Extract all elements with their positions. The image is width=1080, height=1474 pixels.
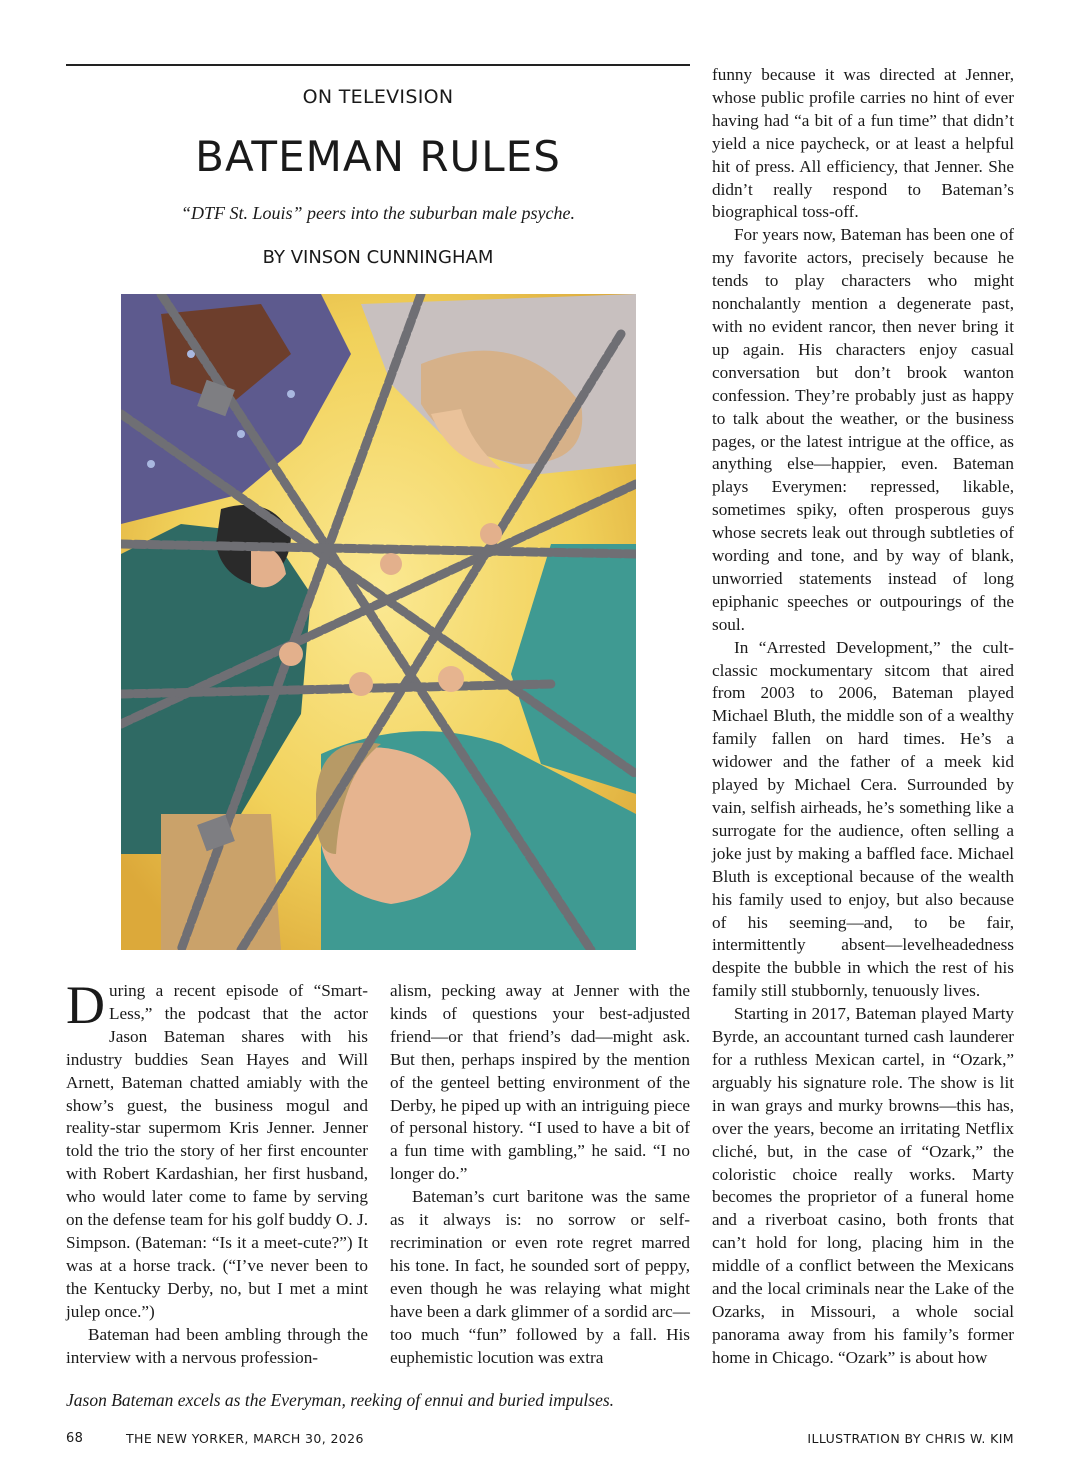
byline: BY VINSON CUNNINGHAM [262, 247, 494, 268]
drop-cap: D [66, 975, 105, 1035]
article-paragraph: Bateman’s curt baritone was the same as it always is: no sorrow or self-recrimination or even rote regret marred his tone. In fact, he sounded sort of peppy, even though he was relaying what might have been a dark glimmer of a sordid arc—too much “fun” followed by a fall. His euphemistic locution was extra [390, 1187, 690, 1367]
illustration-caption: Jason Bateman excels as the Everyman, reeking of ennui and buried impulses. [66, 1390, 615, 1410]
article-column-3 [712, 64, 1014, 1370]
illustration-image [121, 294, 636, 950]
article-paragraph: In “Arrested Development,” the cult-classic mockumentary sitcom that aired from 2003 to 2006, Bateman played Michael Bluth, the middle son of a wealthy family fallen on hard times. He’s a widower and the father of a meek kid played by Michael Cera. Surrounded by vain, selfish airheads, he’s something like a surrogate for the audience, often selling a joke just by making a baffled face. Michael Bluth is exceptional because of the wealth his family used to enjoy, but also because of his seeming—and, to be fair, intermittently absent—levelheadedness despite the bubble in which the rest of his family still stubbornly, tenuously lives. [712, 637, 1014, 1001]
article-paragraph: funny because it was directed at Jenner, whose public profile carries no hint of ever having had “a bit of a fun time” that didn’t yield a nice paycheck, or at least a helpful hit of press. All efficiency, that Jenner. She didn’t really respond to Bateman’s biographical toss-off. [712, 65, 1014, 222]
illustration-credit: ILLUSTRATION BY CHRIS W. KIM [807, 1431, 1014, 1446]
article-paragraph: For years now, Bateman has been one of my favorite actors, precisely because he tends to play characters who might nonchalantly mention a degenerate past, with no evident rancor, then never bring it up again. His characters enjoy casual conversation but don’t brook wanton confession. They’re probably just as happy to talk about the weather, or the business pages, or the latest intrigue at the office, as anything else—happier, even. Bateman plays Everymen: repressed, likable, sometimes spiky, often prosperous guys whose secrets leak out through subtleties of wording and tone, and by way of blank, unworried statements instead of long epiphanic speeches or outpourings of the soul. [712, 225, 1014, 634]
article-paragraph: During a recent episode of “Smart-Less,” the podcast that the actor Jason Bateman shares with his industry buddies Sean Hayes and Will Arnett, Bateman chatted amiably with the show’s guest, the business mogul and reality-star supermom Kris Jenner. Jenner told the trio the story of her first encounter with Robert Kardashian, her first husband, who would later come to fame by serving on the defense team for his golf buddy O. J. Simpson. (Bateman: “Is it a meet-cute?”) It was at a horse track. (“I’ve never been to the Kentucky Derby, no, but I met a mint julep once.”) [66, 975, 368, 1321]
page-title: BATEMAN RULES [195, 132, 561, 181]
article-column-2 [390, 980, 690, 1369]
magazine-dateline: THE NEW YORKER, MARCH 30, 2026 [126, 1431, 364, 1446]
dek: “DTF St. Louis” peers into the suburban male psyche. [181, 203, 575, 223]
article-paragraph: Starting in 2017, Bateman played Marty Byrde, an accountant turned cash launderer for a ruthless Mexican cartel, in “Ozark,” arguably his signature role. The show is lit in wan grays and murky browns—this has, over the years, become an irritating Netflix cliché, but, in the case of “Ozark,” the coloristic choice really works. Marty becomes the proprietor of a funeral home and a riverboat casino, both fronts that can’t hold for long, placing him in the middle of a conflict between the Mexicans and the local criminals near the Lake of the Ozarks, in Missouri, a whole social panorama away from his family’s former home in Chicago. “Ozark” is about how [712, 1004, 1014, 1367]
article-paragraph: Bateman had been ambling through the interview with a nervous profession- [66, 1324, 368, 1367]
article-column-1 [66, 975, 368, 1369]
article-paragraph: alism, pecking away at Jenner with the kinds of questions your best-adjusted friend—or that friend’s dad—might ask. But then, perhaps inspired by the mention of the genteel betting environment of the Derby, he piped up with an intriguing piece of personal history. “I used to have a bit of a fun time with gambling,” he said. “I no longer do.” [390, 981, 690, 1184]
section-rubric: ON TELEVISION [302, 86, 454, 108]
page-number: 68 [66, 1431, 84, 1446]
top-rule [66, 64, 690, 66]
